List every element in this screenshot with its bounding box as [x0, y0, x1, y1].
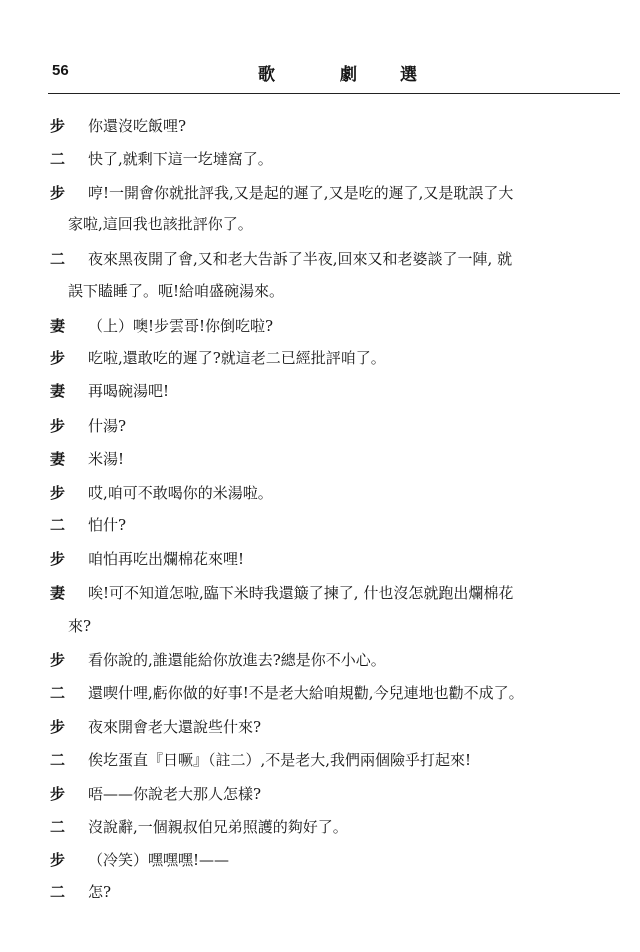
speaker-label: 妻 [50, 382, 66, 400]
dialogue-text: （上）噢!步雲哥!你倒吃啦? [88, 317, 274, 335]
speaker-label: 步 [50, 484, 66, 502]
dialogue-text: 俟圪蛋直『日噘』（註二）,不是老大,我們兩個險乎打起來! [88, 751, 472, 769]
speaker-label: 步 [50, 785, 66, 803]
dialogue-text: 快了,就剩下這一圪墶窩了。 [88, 150, 273, 168]
dialogue-text: 哼!一開會你就批評我,又是起的遲了,又是吃的遲了,又是耽誤了大 [88, 184, 514, 202]
header-rule [48, 93, 620, 94]
dialogue-text: 米湯! [88, 450, 125, 468]
speaker-label: 二 [50, 250, 66, 268]
speaker-label: 二 [50, 516, 66, 534]
dialogue-text: （冷笑）嘿嘿嘿!—— [88, 851, 230, 869]
book-title-char: 劇 [340, 65, 357, 85]
dialogue-text: 唉!可不知道怎啦,臨下米時我還簸了揀了, 什也沒怎就跑出爛棉花 [88, 584, 514, 602]
speaker-label: 二 [50, 818, 66, 836]
speaker-label: 二 [50, 751, 66, 769]
dialogue-continuation: 家啦,這回我也該批評你了。 [68, 215, 253, 233]
speaker-label: 二 [50, 883, 66, 901]
speaker-label: 二 [50, 150, 66, 168]
page-header [48, 58, 620, 88]
speaker-label: 二 [50, 684, 66, 702]
dialogue-text: 吃啦,還敢吃的遲了?就這老二已經批評咱了。 [88, 349, 386, 367]
dialogue-text: 怕什? [88, 516, 127, 534]
dialogue-text: 咱怕再吃出爛棉花來哩! [88, 550, 245, 568]
speaker-label: 妻 [50, 450, 66, 468]
speaker-label: 步 [50, 550, 66, 568]
page-number: 56 [52, 62, 69, 79]
book-title-char: 選 [400, 65, 417, 85]
dialogue-text: 什湯? [88, 417, 127, 435]
dialogue-text: 怎? [88, 883, 112, 901]
speaker-label: 妻 [50, 584, 66, 602]
dialogue-text: 哎,咱可不敢喝你的米湯啦。 [88, 484, 273, 502]
dialogue-text: 再喝碗湯吧! [88, 382, 170, 400]
dialogue-text: 沒說辭,一個親叔伯兄弟照護的夠好了。 [88, 818, 348, 836]
book-title-char: 歌 [258, 65, 275, 85]
dialogue-continuation: 誤下瞌睡了。呃!給咱盛碗湯來。 [68, 282, 285, 300]
speaker-label: 步 [50, 651, 66, 669]
dialogue-text: 看你說的,誰還能給你放進去?總是你不小心。 [88, 651, 386, 669]
dialogue-continuation: 來? [68, 617, 92, 635]
dialogue-text: 夜來開會老大還說些什來? [88, 718, 262, 736]
speaker-label: 步 [50, 184, 66, 202]
dialogue-text: 還喫什哩,虧你做的好事!不是老大給咱規勸,今兒連地也勸不成了。 [88, 684, 524, 702]
dialogue-text: 你還沒吃飯哩? [88, 117, 187, 135]
speaker-label: 步 [50, 417, 66, 435]
speaker-label: 步 [50, 718, 66, 736]
dialogue-text: 夜來黑夜開了會,又和老大告訴了半夜,回來又和老婆談了一陣, 就 [88, 250, 513, 268]
speaker-label: 步 [50, 349, 66, 367]
dialogue-text: 唔——你說老大那人怎樣? [88, 785, 262, 803]
speaker-label: 步 [50, 117, 66, 135]
speaker-label: 步 [50, 851, 66, 869]
speaker-label: 妻 [50, 317, 66, 335]
